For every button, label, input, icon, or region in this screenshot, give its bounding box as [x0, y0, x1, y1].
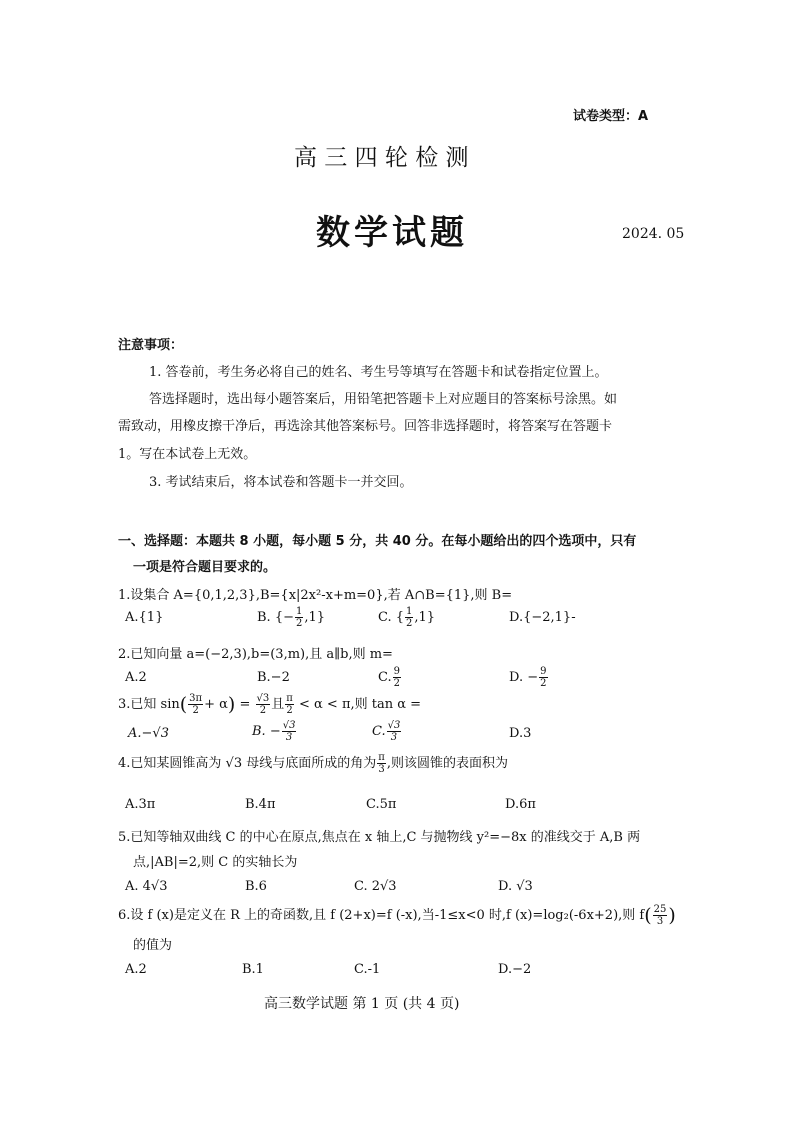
q3-c-fraction: $\frac{√3}{3}$: [387, 720, 401, 743]
q2-d-fraction: $\frac{9}{2}$: [540, 666, 547, 689]
q3-b-fraction: $\frac{√3}{3}$: [282, 720, 296, 743]
q2-option-b: B.−2: [257, 670, 290, 685]
q5-option-b: B.6: [245, 879, 267, 894]
exam-type-label: 试卷类型：A: [573, 109, 649, 124]
q1-option-c: C. { $\frac{1}{2}$ ,1}: [378, 606, 436, 629]
q3-frac-sqrt3-2: $\frac{√3}{2}$: [256, 693, 270, 716]
q1-option-a: A.{1}: [125, 610, 164, 625]
q6-option-c: C.-1: [354, 962, 381, 977]
notice-line-3: 需致动，用橡皮擦干净后，再选涂其他答案标号。回答非选择题时，将答案写在答题卡: [118, 419, 613, 434]
q3-option-d: D.3: [509, 726, 532, 741]
q6-frac-25-3: $\frac{25}{3}$: [653, 904, 667, 927]
question-6-stem-cont: 的值为: [133, 938, 173, 953]
notice-line-1: 1. 答卷前，考生务必将自己的姓名、考生号等填写在答题卡和试卷指定位置上。: [149, 365, 608, 380]
exam-name: 高 三 四 轮 检 测: [294, 145, 469, 171]
question-3-stem: 3.已知 sin( $\frac{3\pi}{2}$ + α) = $\frac{√3}{2}$ 且 $\frac{\pi}{2}$ < α < π,则 tan α =: [118, 693, 422, 716]
q3-option-c: C. $\frac{√3}{3}$: [372, 720, 401, 743]
exam-date: 2024. 05: [622, 226, 685, 242]
q3-option-a: A.−√3: [128, 726, 169, 741]
section-heading-cont: 一项是符合题目要求的。: [133, 560, 277, 575]
q4-option-b: B.4π: [245, 797, 276, 812]
question-5-stem-cont: 点,|AB|=2,则 C 的实轴长为: [133, 855, 298, 870]
q1-option-d: D.{−2,1}-: [509, 610, 576, 625]
q3-frac-3pi-2: $\frac{3\pi}{2}$: [189, 693, 203, 716]
q3-frac-pi-2: $\frac{\pi}{2}$: [286, 693, 293, 716]
notice-heading: 注意事项：: [118, 338, 184, 353]
q2-option-a: A.2: [125, 670, 147, 685]
section-heading: 一、选择题：本题共 8 小题，每小题 5 分，共 40 分。在每小题给出的四个选项中，只有: [118, 534, 637, 549]
question-5-stem: 5.已知等轴双曲线 C 的中心在原点,焦点在 x 轴上,C 与抛物线 y²=−8x 的准线交于 A,B 两: [118, 830, 641, 845]
q4-option-c: C.5π: [366, 797, 397, 812]
q2-c-fraction: $\frac{9}{2}$: [393, 666, 400, 689]
question-4-stem: 4.已知某圆锥高为 √3 母线与底面所成的角为 $\frac{\pi}{3}$ ,则该圆锥的表面积为: [118, 752, 508, 775]
q6-option-a: A.2: [125, 962, 147, 977]
q1-option-b: B. {− $\frac{1}{2}$ ,1}: [257, 606, 326, 629]
q2-option-d: D. − $\frac{9}{2}$: [509, 666, 547, 689]
q5-option-c: C. 2√3: [354, 879, 397, 894]
q4-frac-pi-3: $\frac{\pi}{3}$: [378, 752, 385, 775]
page-title: 数学试题: [316, 213, 468, 253]
q4-option-a: A.3π: [125, 797, 156, 812]
notice-line-5: 3. 考试结束后，将本试卷和答题卡一并交回。: [149, 475, 413, 490]
q5-option-d: D. √3: [498, 879, 533, 894]
q4-option-d: D.6π: [505, 797, 536, 812]
q3-option-b: B. − $\frac{√3}{3}$: [252, 720, 296, 743]
q1-b-fraction: $\frac{1}{2}$: [295, 606, 303, 629]
q1-c-fraction: $\frac{1}{2}$: [406, 606, 413, 629]
q5-option-a: A. 4√3: [125, 879, 168, 894]
page-footer: 高三数学试题 第 1 页 (共 4 页): [264, 996, 460, 1012]
notice-line-2: 答选择题时，选出每小题答案后，用铅笔把答题卡上对应题目的答案标号涂黑。如: [149, 392, 618, 407]
question-1-stem: 1.设集合 A={0,1,2,3},B={x|2x²-x+m=0},若 A∩B={1},则 B=: [118, 588, 513, 603]
q6-option-b: B.1: [242, 962, 264, 977]
q6-option-d: D.−2: [498, 962, 532, 977]
notice-line-4: 1。写在本试卷上无效。: [118, 447, 257, 462]
question-2-stem: 2.已知向量 a=(−2,3),b=(3,m),且 a∥b,则 m=: [118, 647, 393, 662]
question-6-stem: 6.设 f (x)是定义在 R 上的奇函数,且 f (2+x)=f (-x),当-1≤x<0 时,f (x)=log₂(-6x+2),则 f( $\frac{25}{3}$ ): [118, 904, 676, 927]
q2-option-c: C. $\frac{9}{2}$: [378, 666, 400, 689]
